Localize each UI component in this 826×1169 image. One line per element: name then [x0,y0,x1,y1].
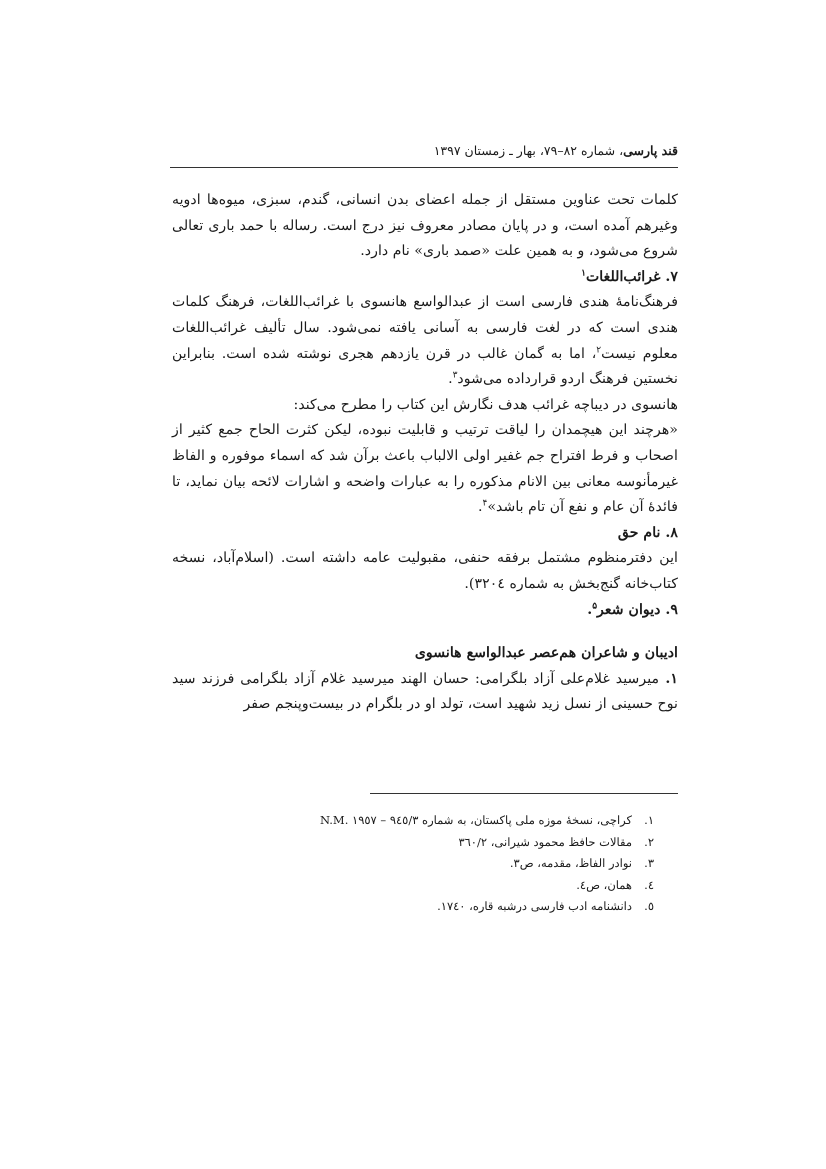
footnote-1-text: کراچی، نسخهٔ موزه ملی پاکستان، به شماره ۹٤٥/۳ – ۱۹٥۷ .N.M [319,813,632,827]
footnote-rule [370,793,678,794]
heading-8: ۸. نام حق [617,524,678,541]
list-item-1 [172,667,678,718]
footnote-4-text: همان، ص٤. [576,877,632,892]
running-header [170,140,678,162]
footnote-5-text: دانشنامه ادب فارسی درشبه قاره، ۱۷٤۰. [437,899,632,913]
footnote-2-text: مقالات حافظ محمود شیرانی، ۳٦۰/۲ [458,834,632,849]
list-item-1-number: ۱. [659,670,678,687]
footnote-1 [300,810,654,832]
header-rule [170,167,678,168]
footnote-2 [300,832,654,854]
heading-9-text: ۹. دیوان شعر [597,601,678,618]
footnote-ref-5[interactable]: ۵ [592,600,598,611]
footnote-3-text: نوادر الفاظ، مقدمه، ص۳. [509,856,632,870]
footnote-ref-1[interactable]: ۱ [581,268,586,279]
paragraph-2-a: فرهنگ‌نامهٔ هندی فارسی است از عبدالواسع هانسوی با غرائب‌اللغات، فرهنگ کلمات هندی است که در لغت فارسی به آسانی یافته نمی‌شود. سال تألیف غرائب‌اللغات معلوم نیست [172,294,678,362]
paragraph-5: این دفترمنظوم مشتمل برفقه حنفی، مقبولیت عامه داشته است. (اسلام‌آباد، نسخه کتاب‌خانه گنج‌بخش به شماره ۳۲۰٤). [172,550,678,592]
footnote-ref-2[interactable]: ۲ [596,344,602,355]
footnote-3-number: ۳. [644,856,654,870]
paragraph-2-b: ، اما به گمان غالب در قرن یازدهم هجری نوشته شده است. بنابراین نخستین فرهنگ اردو قرارداده می‌شود [172,345,678,388]
heading-9-end: . [587,601,593,618]
footnote-4-number: ٤. [644,877,654,892]
quote-paragraph [172,418,678,520]
footnote-3 [300,853,654,875]
heading-7 [172,265,678,291]
footnote-ref-3[interactable]: ۳ [452,370,458,381]
body-text [172,188,678,718]
journal-name: قند پارسی [623,143,678,158]
heading-9 [172,598,678,624]
footnote-5-number: ٥. [644,899,654,913]
footnotes [300,810,654,918]
footnote-5 [300,896,654,918]
paragraph-2-c: . [448,371,453,388]
footnote-4 [300,875,654,897]
paragraph-1: کلمات تحت عناوین مستقل از جمله اعضای بدن انسانی، گندم، سبزی، میوه‌ها ادویه وغیرهم آمده است، و در پایان مصادر معروف نیز درج است. رساله با حمد باری تعالی شروع می‌شود، و به همین علت «صمد باری» نام دارد. [172,192,678,260]
heading-7-text: ۷. غرائب‌اللغات [585,268,678,285]
footnote-1-number: ۱. [644,813,654,827]
quote-text: «هرچند این هیچمدان را لیاقت ترتیب و قابلیت نبوده، لیکن کثرت الحاح جمع کثیر از اصحاب و فرط افتراح جم غفیر اولی الالباب باعث برآن شد که اسماء موفوره و الفاظ غیرمأنوسه معانی بین الانام مذکوره را به عبارات واضحه و اشارات لائحه بیان نماید، تا فائدهٔ آن عام و نفع آن تام باشد» [172,422,678,516]
paragraph-3: هانسوی در دیباچه غرائب هدف نگارش این کتاب را مطرح می‌کند: [293,396,678,413]
issue-info: ، شماره ۸۲–۷۹، بهار ـ زمستان ۱۳۹۷ [433,143,624,158]
list-item-1-text: : حسان الهند میرسید غلام آزاد بلگرامی فرزند سید نوح حسینی از نسل زید شهید است، تولد او در بلگرام در بیست‌وپنجم صفر [172,670,678,713]
list-item-1-name: میرسید غلام‌علی آزاد بلگرامی [479,670,660,687]
paragraph-2 [172,290,678,392]
footnote-2-number: ۲. [644,834,654,849]
footnote-ref-4[interactable]: ۴ [482,498,488,509]
quote-end: . [477,499,483,516]
section-title: ادیبان و شاعران هم‌عصر عبدالواسع هانسوی [414,645,678,662]
